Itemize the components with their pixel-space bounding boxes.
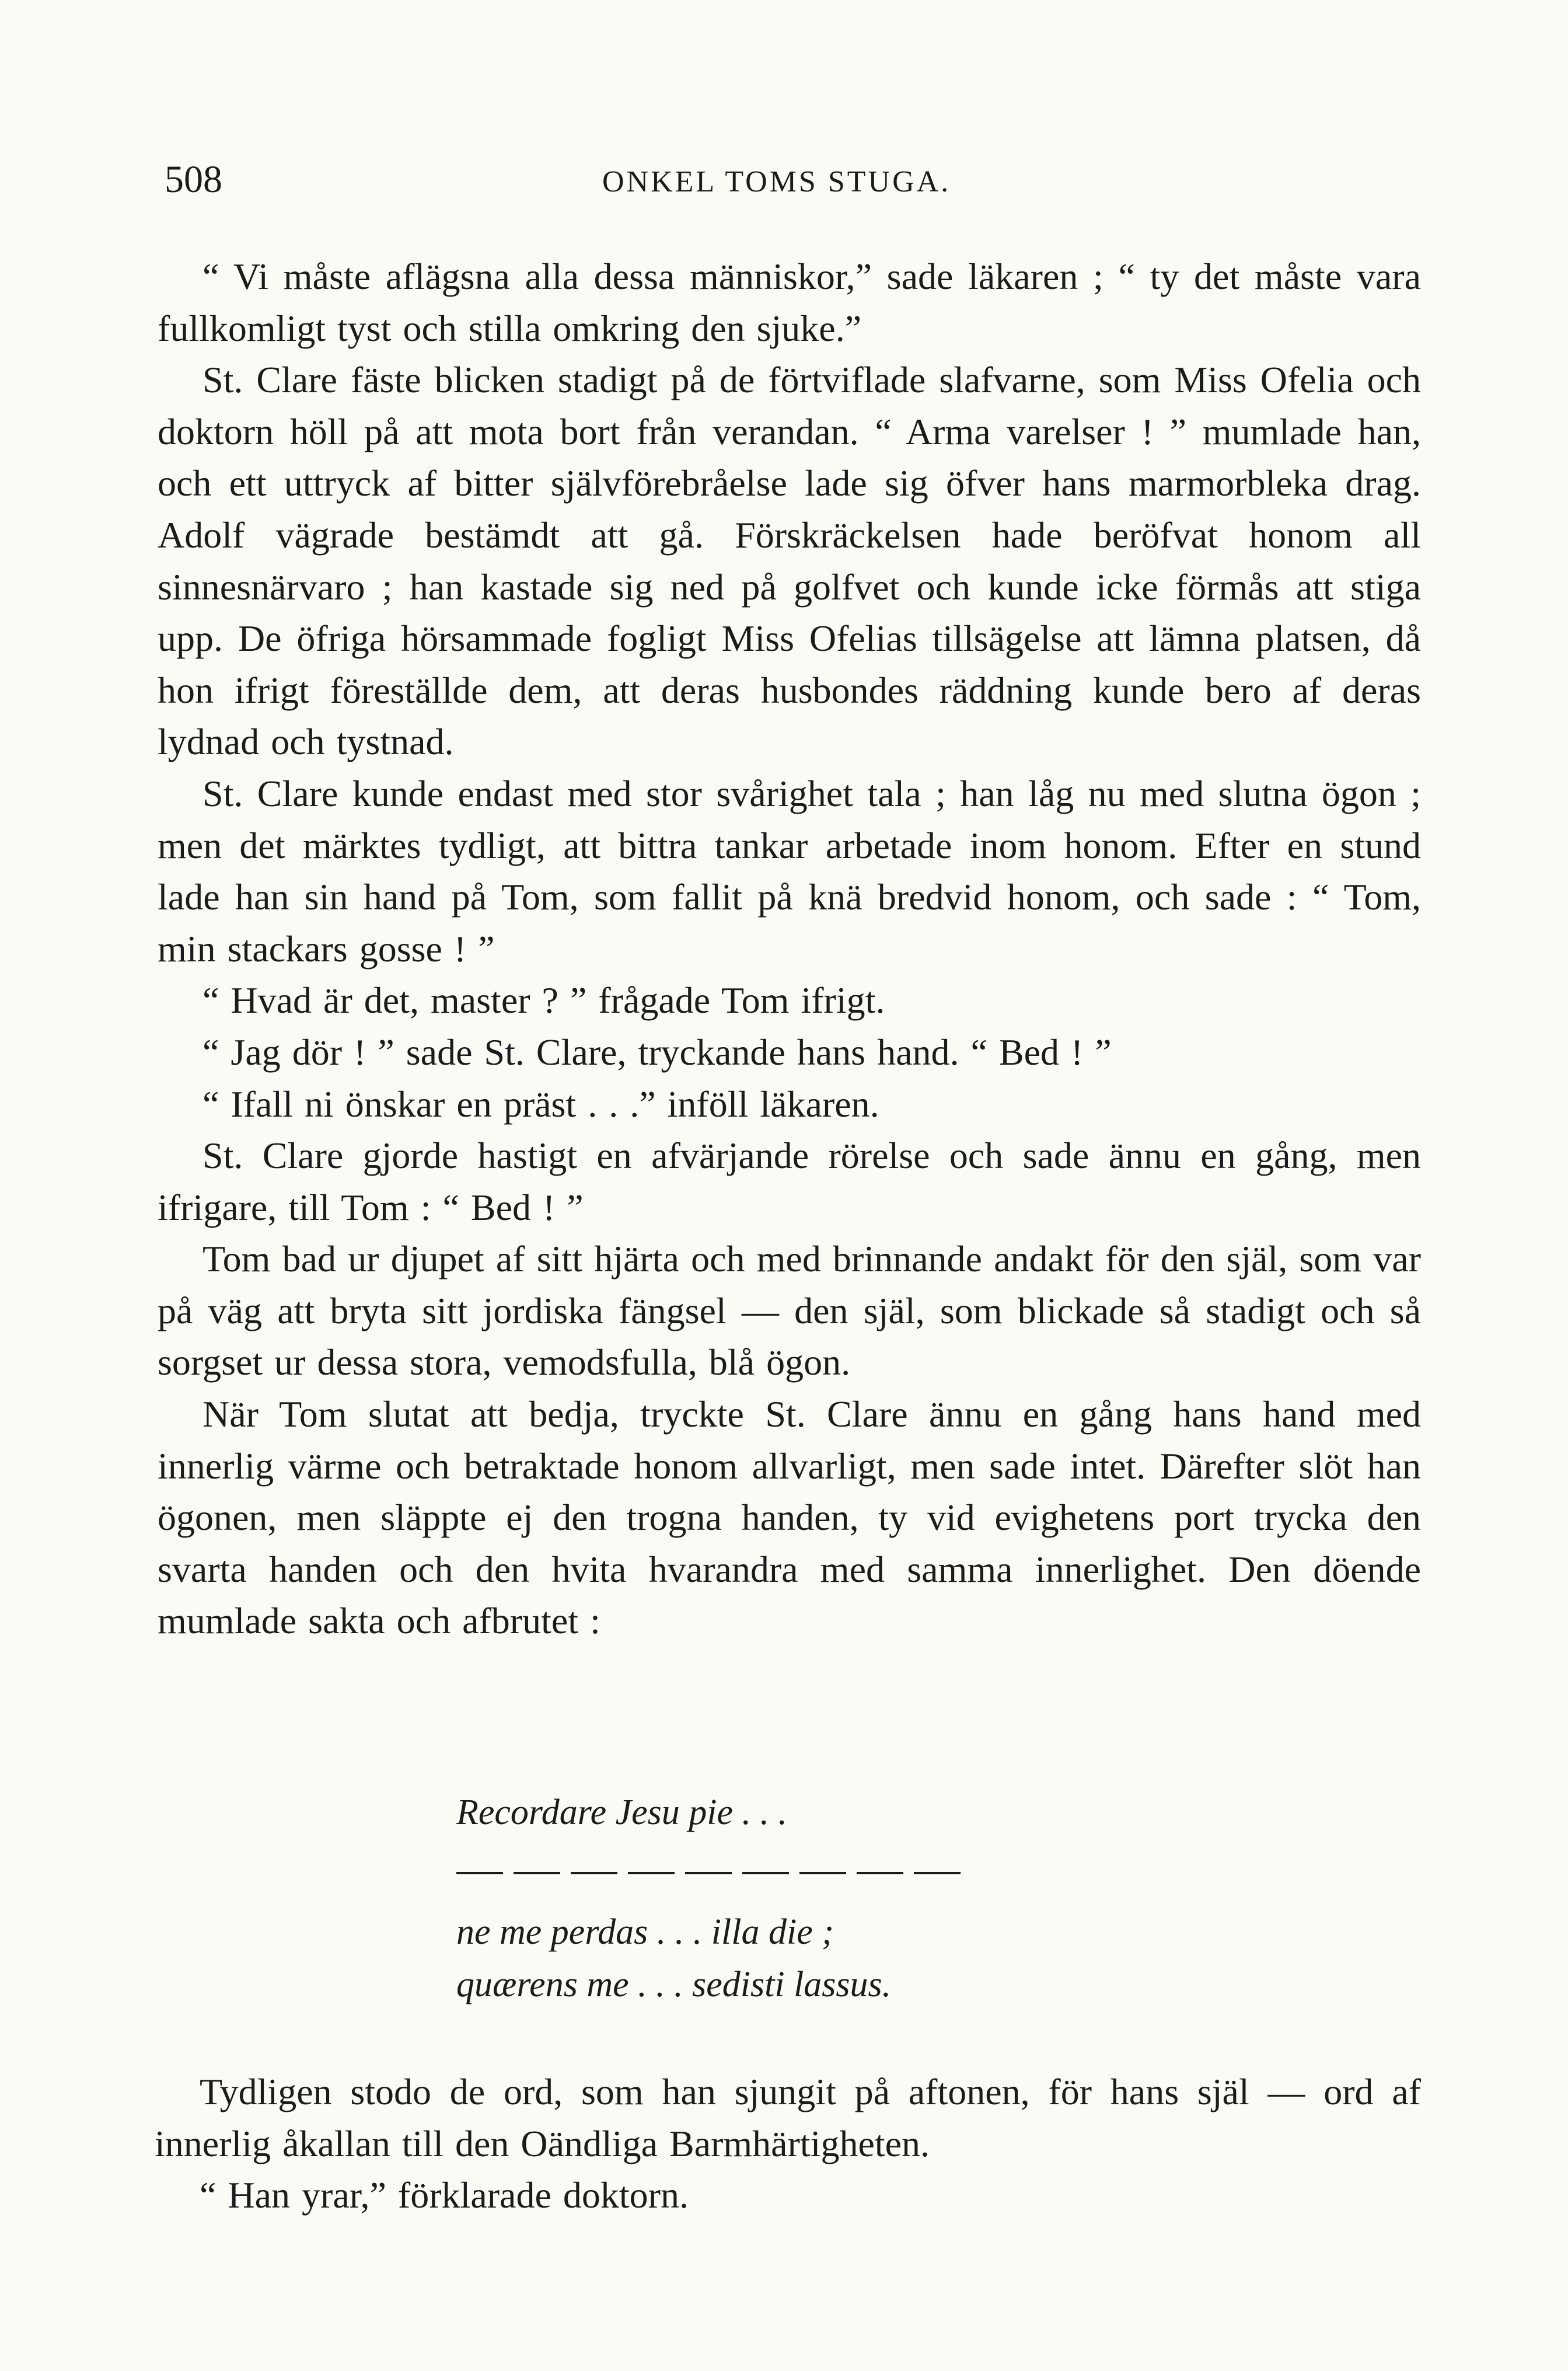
paragraph: Tydligen stodo de ord, som han sjungit på aftonen, för hans själ — ord af innerlig åkallan till den Oändliga Barmhärtigheten. <box>155 2071 1421 2164</box>
paragraph: “ Ifall ni önskar en präst . . .” inföll läkaren. <box>202 1083 879 1125</box>
verse-line: Recordare Jesu pie . . . <box>456 1793 787 1832</box>
verse-dash-separator <box>456 1872 964 1878</box>
page-header <box>165 156 1419 203</box>
verse-line: quærens me . . . sedisti lassus. <box>456 1965 892 2004</box>
paragraph: St. Clare kunde endast med stor svårighet tala ; han låg nu med slutna ögon ; men det märktes tydligt, att bittra tankar arbetade inom honom. Efter en stund lade han sin hand på Tom, som fallit på knä bredvid honom, och sade : “ Tom, min stackars gosse ! ” <box>158 772 1421 970</box>
paragraph: St. Clare fäste blicken stadigt på de förtviflade slafvarne, som Miss Ofelia och doktorn höll på att mota bort från verandan. “ Arma varelser ! ” mumlade han, och ett uttryck af bitter självförebråelse lade sig öfver hans marmorbleka drag. Adolf vägrade bestämdt att gå. Förskräckelsen hade beröfvat honom all sinnesnärvaro ; han kastade sig ned på golfvet och kunde icke förmås att stiga upp. De öfriga hörsammade fogligt Miss Ofelias tillsägelse att lämna platsen, då hon ifrigt föreställde dem, att deras husbondes räddning kunde bero af deras lydnad och tystnad. <box>158 359 1421 763</box>
paragraph: St. Clare gjorde hastigt en afvärjande rörelse och sade ännu en gång, men ifrigare, till Tom : “ Bed ! ” <box>158 1135 1421 1228</box>
page-number: 508 <box>165 158 222 201</box>
closing-text <box>155 2066 1421 2222</box>
paragraph: “ Han yrar,” förklarade doktorn. <box>200 2174 689 2216</box>
verse-line: ne me perdas . . . illa die ; <box>456 1912 834 1952</box>
paragraph: “ Jag dör ! ” sade St. Clare, tryckande hans hand. “ Bed ! ” <box>202 1031 1112 1073</box>
paragraph: Tom bad ur djupet af sitt hjärta och med brinnande andakt för den själ, som var på väg att bryta sitt jordiska fängsel — den själ, som blickade så stadigt och så sorgset ur dessa stora, vemodsfulla, blå ögon. <box>158 1238 1421 1383</box>
paragraph: “ Hvad är det, master ? ” frågade Tom ifrigt. <box>202 979 885 1021</box>
paragraph: “ Vi måste aflägsna alla dessa människor,” sade läkaren ; “ ty det måste vara fullkomligt tyst och stilla omkring den sjuke.” <box>158 256 1421 349</box>
main-text <box>158 251 1421 1647</box>
running-title: ONKEL TOMS STUGA. <box>602 165 951 198</box>
paragraph: När Tom slutat att bedja, tryckte St. Clare ännu en gång hans hand med innerlig värme och betraktade honom allvarligt, men sade intet. Därefter slöt han ögonen, men släppte ej den trogna handen, ty vid evighetens port trycka den svarta handen och den hvita hvarandra med samma innerlighet. Den döende mumlade sakta och afbrutet : <box>158 1393 1421 1642</box>
